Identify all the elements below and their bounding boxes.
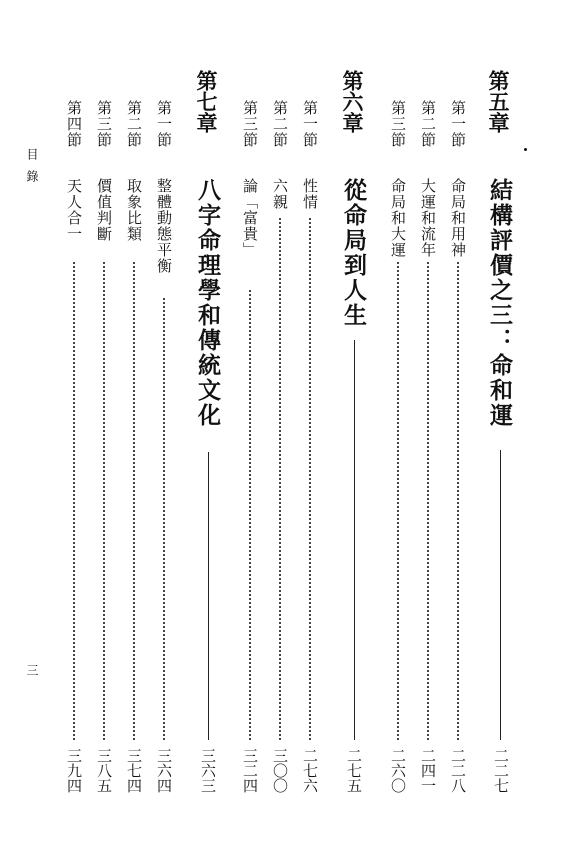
section-page: 二六〇 — [389, 748, 407, 793]
section-label: 第二節 — [125, 100, 143, 148]
section-title: 命局和用神 — [449, 178, 467, 258]
leader-dots — [249, 290, 251, 740]
leader-dots — [309, 218, 311, 740]
section-label: 第一節 — [155, 100, 173, 148]
section-title: 整體動態平衡 — [155, 178, 173, 274]
leader-dots — [427, 262, 429, 740]
section-page: 三七四 — [125, 748, 143, 793]
section-label: 第四節 — [65, 100, 83, 148]
section-title: 天人合一 — [65, 178, 83, 242]
chapter-7-title: 八字命理學和傳統文化 — [194, 178, 221, 428]
leader-dots — [279, 218, 281, 740]
chapter-6-label: 第六章 — [340, 70, 365, 133]
section-label: 第一節 — [449, 100, 467, 148]
chapter-5-leader-line — [500, 450, 501, 740]
page-number: 三 — [25, 664, 39, 676]
leader-dots — [163, 298, 165, 740]
leader-dots — [133, 262, 135, 740]
section-page: 三八五 — [95, 748, 113, 793]
chapter-6-leader-line — [354, 340, 355, 740]
section-page: 三六四 — [155, 748, 173, 793]
chapter-5-decor-dot — [524, 148, 527, 151]
chapter-7-page: 三六三 — [199, 748, 217, 793]
chapter-6-page: 二七五 — [345, 748, 363, 793]
chapter-5-label: 第五章 — [486, 70, 511, 133]
section-title: 六親 — [271, 178, 289, 210]
section-page: 二七六 — [301, 748, 319, 793]
section-title: 取象比類 — [125, 178, 143, 242]
chapter-7-leader-line — [208, 452, 209, 740]
leader-dots — [397, 262, 399, 740]
chapter-6-title: 從命局到人生 — [340, 178, 367, 328]
section-page: 三〇〇 — [271, 748, 289, 793]
section-title: 價值判斷 — [95, 178, 113, 242]
section-title: 性情 — [301, 178, 319, 210]
section-label: 第三節 — [389, 100, 407, 148]
leader-dots — [103, 262, 105, 740]
chapter-5-page: 二二七 — [492, 748, 510, 793]
section-label: 第三節 — [95, 100, 113, 148]
leader-dots — [457, 262, 459, 740]
section-page: 二二八 — [449, 748, 467, 793]
section-page: 三九四 — [65, 748, 83, 793]
section-label: 第二節 — [271, 100, 289, 148]
section-page: 二四一 — [419, 748, 437, 793]
chapter-7-label: 第七章 — [194, 70, 219, 133]
section-label: 第二節 — [419, 100, 437, 148]
section-label: 第三節 — [241, 100, 259, 148]
section-title: 大運和流年 — [419, 178, 437, 258]
section-title: 論「富貴」 — [241, 178, 259, 258]
section-title: 命局和大運 — [389, 178, 407, 258]
leader-dots — [73, 262, 75, 740]
section-label: 第一節 — [301, 100, 319, 148]
running-header: 目錄 — [25, 148, 39, 192]
chapter-5-title: 結構評價之三：命和運 — [486, 178, 513, 428]
section-page: 三二四 — [241, 748, 259, 793]
